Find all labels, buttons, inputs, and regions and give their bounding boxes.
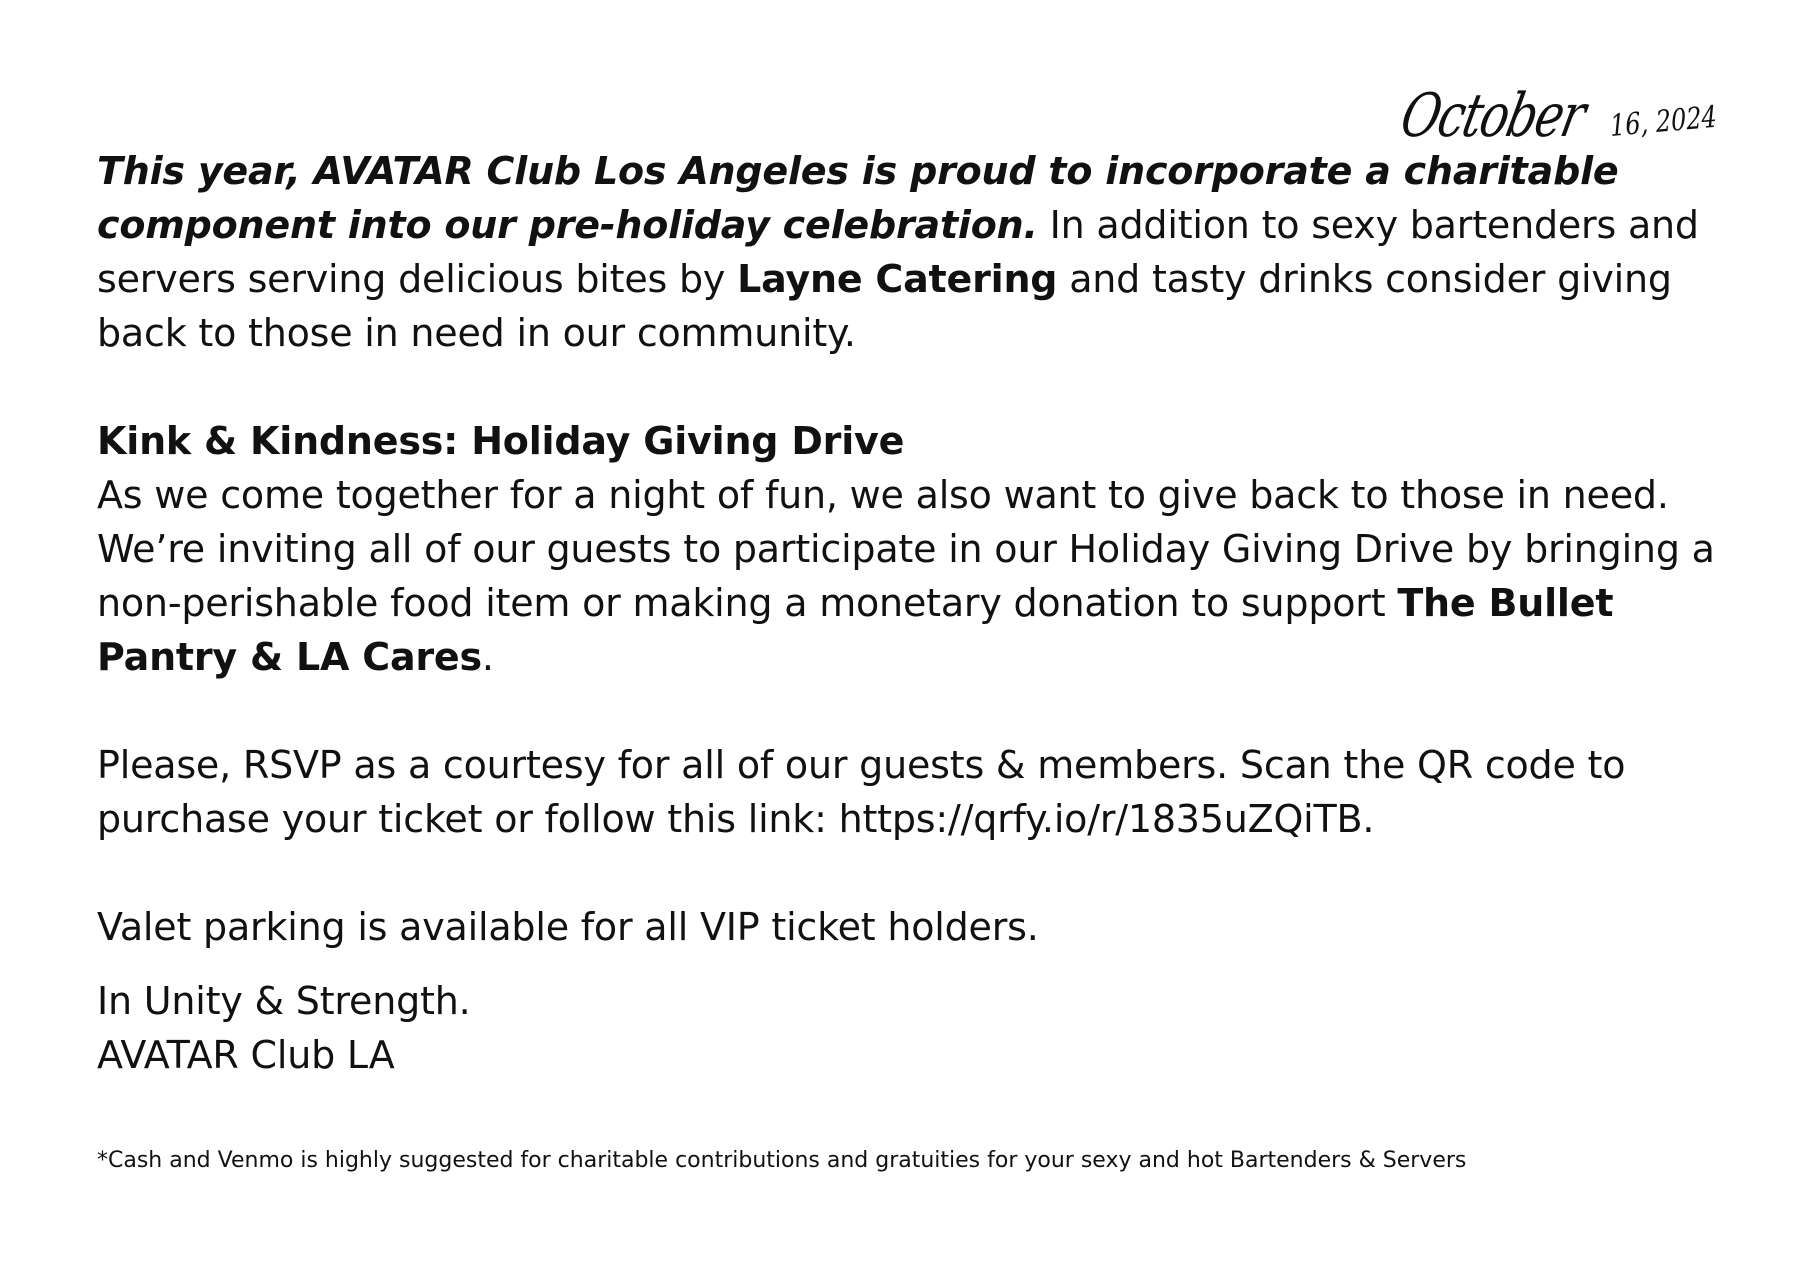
paragraph-spacer (97, 360, 1757, 414)
intro-paragraph (97, 144, 1757, 360)
drive-heading: Kink & Kindness: Holiday Giving Drive (97, 419, 905, 463)
valet-paragraph: Valet parking is available for all VIP ticket holders. (97, 905, 1039, 949)
paragraph-spacer (97, 684, 1757, 738)
drive-paragraph (97, 468, 1757, 684)
beneficiary-name: The Bullet Pantry & LA Cares (97, 581, 1614, 679)
drive-end: . (481, 635, 494, 679)
intro-bold-statement: This year, AVATAR Club Los Angeles is proud to incorporate a charitable component into our pre-holiday celebration. (97, 149, 1619, 247)
date-day-year: 16, 2024 (1609, 99, 1718, 144)
caterer-name: Layne Catering (737, 257, 1058, 301)
letter-body (97, 144, 1757, 1082)
rsvp-paragraph: Please, RSVP as a courtesy for all of our guests & members. Scan the QR code to purchase your ticket or follow this link: https://qrfy.io/r/1835uZQiTB. (97, 743, 1626, 841)
paragraph-spacer (97, 846, 1757, 900)
signoff-line-2: AVATAR Club LA (97, 1033, 395, 1077)
intro-text-part-2: and tasty drinks consider giving back to those in need in our community. (97, 257, 1672, 355)
paragraph-spacer (97, 954, 1757, 974)
drive-text: As we come together for a night of fun, we also want to give back to those in need. We’re inviting all of our guests to participate in our Holiday Giving Drive by bringing a non-perishable food item or making a monetary donation to support (97, 473, 1715, 625)
date-month: October (1394, 81, 1591, 151)
footnote: *Cash and Venmo is highly suggested for charitable contributions and gratuities for your sexy and hot Bartenders & Servers (97, 1148, 1467, 1173)
intro-text-part-1: In addition to sexy bartenders and servers serving delicious bites by (97, 203, 1699, 301)
signoff-line-1: In Unity & Strength. (97, 979, 471, 1023)
